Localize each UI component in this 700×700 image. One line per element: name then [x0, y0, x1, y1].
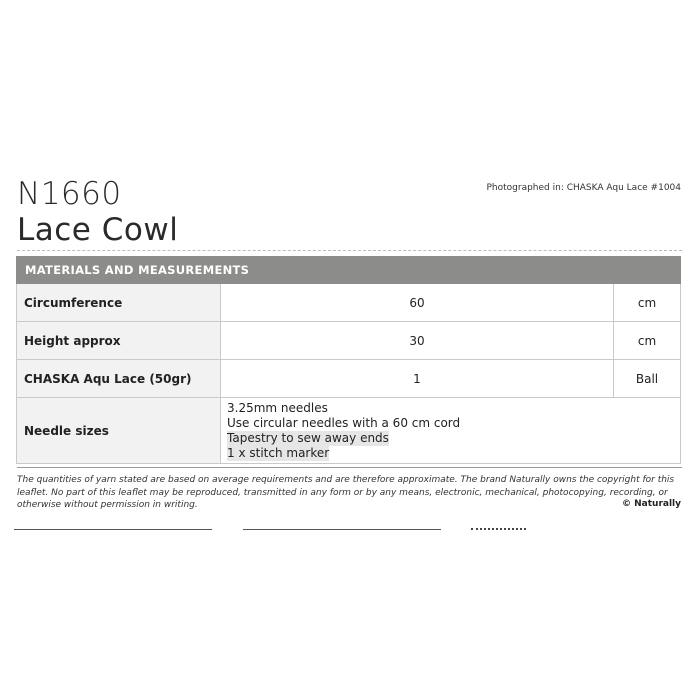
row-value: 60	[221, 284, 614, 322]
table-row	[17, 360, 681, 398]
table-row	[17, 284, 681, 322]
materials-table-header	[17, 257, 681, 284]
pattern-name: Lace Cowl	[17, 212, 179, 248]
row-value: 1	[221, 360, 614, 398]
pattern-code: N1660	[17, 176, 122, 212]
row-unit: cm	[614, 284, 681, 322]
table-row-needles	[17, 398, 681, 464]
needle-sizes-label: Needle sizes	[17, 398, 221, 464]
needle-list	[221, 398, 681, 464]
materials-heading: MATERIALS AND MEASUREMENTS	[17, 257, 681, 284]
row-unit: cm	[614, 322, 681, 360]
footer-rule-left	[14, 529, 212, 530]
needle-item: Use circular needles with a 60 cm cord	[227, 415, 461, 430]
copyright-disclaimer: The quantities of yarn stated are based on average requirements and are therefore approximate. The brand Naturally owns the copyright for this leaflet. No part of this leaflet may be reproduced, transmitted in any form or by any means, electronic, mechanical, photocopying, recording, or otherwise without permission in writing.	[17, 475, 675, 510]
row-label: Height approx	[17, 322, 221, 360]
footer-divider	[17, 467, 682, 468]
footer-rule-right	[471, 528, 526, 530]
copyright-notice: © Naturally	[622, 499, 681, 509]
materials-table	[16, 256, 681, 464]
dotted-divider	[17, 250, 682, 251]
row-value: 30	[221, 322, 614, 360]
row-unit: Ball	[614, 360, 681, 398]
row-label: CHASKA Aqu Lace (50gr)	[17, 360, 221, 398]
footer-rule-middle	[243, 529, 441, 530]
table-row	[17, 322, 681, 360]
photographed-in-note: Photographed in: CHASKA Aqu Lace #1004	[486, 183, 681, 193]
row-label: Circumference	[17, 284, 221, 322]
needle-item-highlighted: Tapestry to sew away ends	[227, 430, 389, 445]
needle-item-highlighted: 1 x stitch marker	[227, 445, 330, 460]
needle-item: 3.25mm needles	[227, 400, 328, 415]
